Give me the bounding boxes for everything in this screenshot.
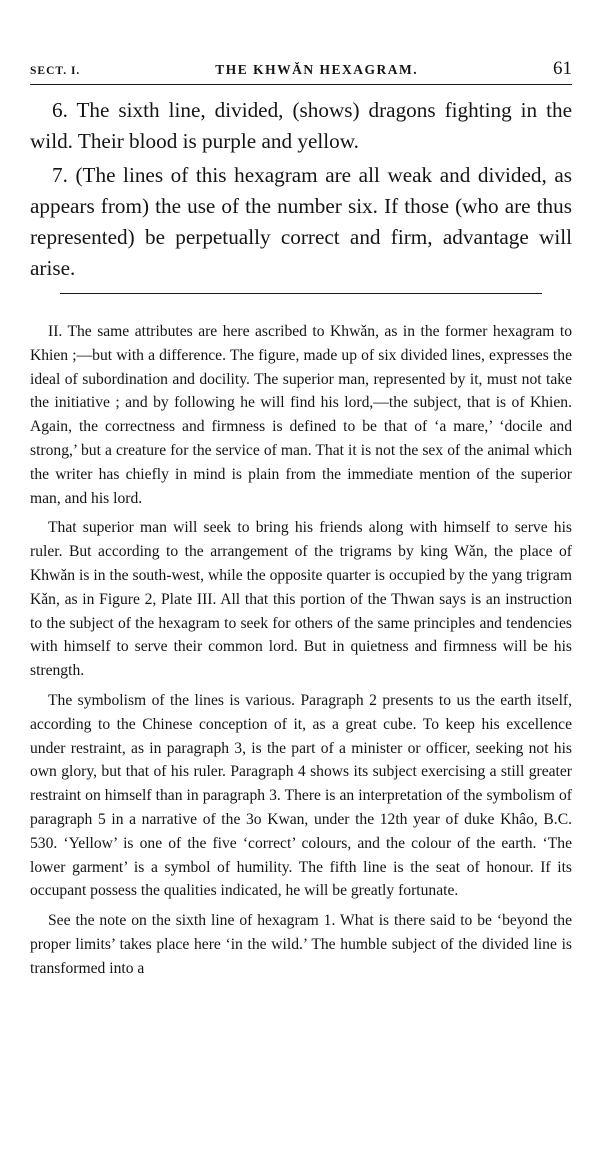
header-rule	[30, 84, 572, 85]
page-number: 61	[553, 58, 572, 79]
commentary-paragraph: The symbolism of the lines is various. Paragraph 2 presents to us the earth itself, according to the Chinese conception of it, as a great cube. To keep his excellence under restraint, as in paragraph 3, is the part of a minister or officer, seeking not his own glory, but that of his ruler. Paragraph 4 shows its subject exercising a still greater restraint on himself than in paragraph 3. There is an interpretation of the symbolism of paragraph 5 in a narrative of the 3o Kwan, under the 12th year of duke Khâo, B.C. 530. ‘Yellow’ is one of the five ‘correct’ colours, and the colour of the earth. ‘The lower garment’ is a symbol of humility. The fifth line is the seat of honour. If its occupant possess the qualities indicated, he will be greatly fortunate.	[30, 691, 572, 900]
commentary	[30, 320, 572, 981]
section-divider-rule	[60, 293, 542, 294]
text-paragraph: 6. The sixth line, divided, (shows) dragons fighting in the wild. Their blood is purple and yellow.	[30, 98, 572, 153]
running-title: THE KHWǍN HEXAGRAM.	[215, 62, 419, 77]
running-head	[30, 58, 572, 84]
main-text	[30, 95, 572, 284]
text-paragraph: 7. (The lines of this hexagram are all weak and divided, as appears from) the use of the number six. If those (who are thus represented) be perpetually correct and firm, advantage will arise.	[30, 163, 572, 280]
section-label: SECT. I.	[30, 65, 81, 77]
commentary-paragraph: That superior man will seek to bring his friends along with himself to serve his ruler. But according to the arrangement of the trigrams by king Wǎn, the place of Khwǎn is in the south-west, while the opposite quarter is occupied by the yang trigram Kǎn, as in Figure 2, Plate III. All that this portion of the Thwan says is an instruction to the subject of the hexagram to seek for others of the same principles and tendencies with himself to serve their common lord. But in quietness and firmness will be his strength.	[30, 519, 572, 680]
commentary-paragraph: II. The same attributes are here ascribed to Khwǎn, as in the former hexagram to Khien ;—but with a difference. The figure, made up of six divided lines, expresses the ideal of subordination and docility. The superior man, represented by it, must not take the initiative ; and by following he will find his lord,—the subject, that is of Khien. Again, the correctness and firmness is defined to be that of ‘a mare,’ ‘docile and strong,’ but a creature for the service of man. That it is not the sex of the animal which the writer has chiefly in mind is plain from the immediate mention of the superior man, and his lord.	[30, 323, 572, 507]
commentary-paragraph: See the note on the sixth line of hexagram 1. What is there said to be ‘beyond the proper limits’ takes place here ‘in the wild.’ The humble subject of the divided line is transformed into a	[30, 912, 572, 977]
